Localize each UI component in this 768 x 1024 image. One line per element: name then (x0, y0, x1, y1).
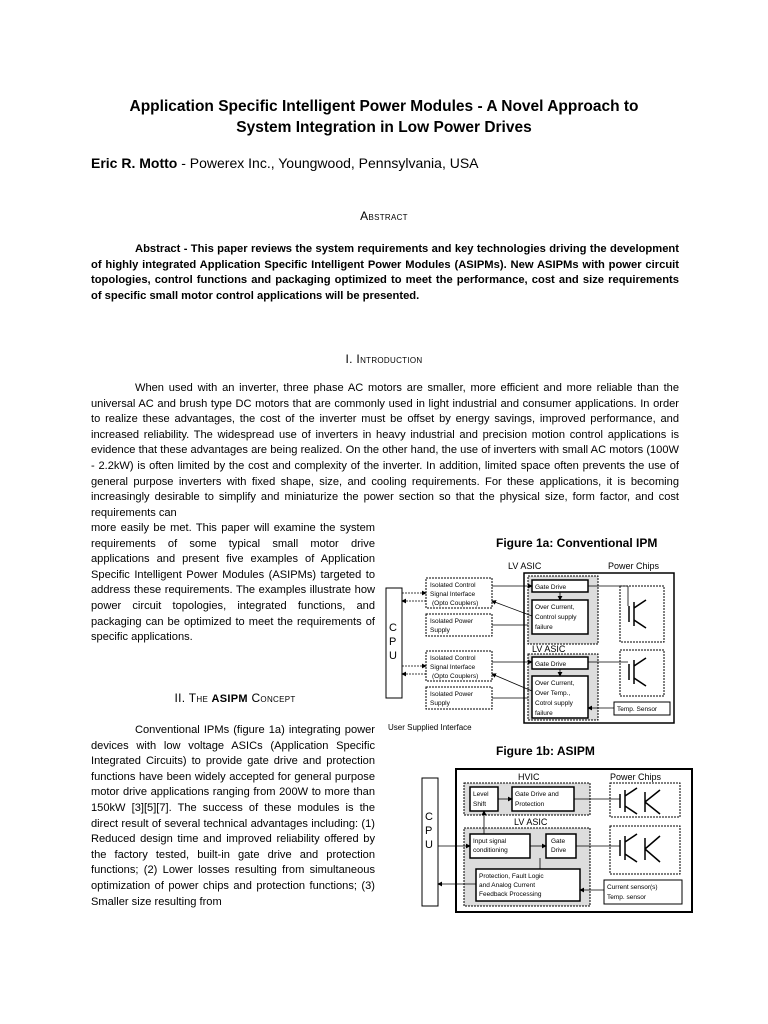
fig1b-cpu-u: U (425, 839, 433, 851)
svg-text:Isolated Power: Isolated Power (430, 618, 473, 625)
fig1b-hvic-label: HVIC (518, 772, 540, 782)
figure-1b-diagram (420, 766, 696, 916)
fig1a-user-interface-label: User Supplied Interface (388, 723, 472, 732)
svg-text:conditioning: conditioning (473, 847, 508, 854)
fig1a-power-chips-label: Power Chips (608, 561, 660, 571)
svg-text:Protection: Protection (515, 801, 545, 808)
svg-text:Signal Interface: Signal Interface (430, 591, 476, 598)
svg-text:Supply: Supply (430, 700, 450, 707)
svg-text:Input signal: Input signal (473, 838, 507, 845)
svg-text:(Opto Couplers): (Opto Couplers) (432, 673, 479, 680)
fig1a-cpu-c: C (389, 622, 397, 634)
svg-text:Control supply: Control supply (535, 614, 577, 621)
svg-text:Isolated Control: Isolated Control (430, 582, 476, 589)
svg-text:failure: failure (535, 624, 553, 631)
abstract-heading: Abstract (360, 209, 408, 223)
svg-text:Over Current,: Over Current, (535, 680, 575, 687)
svg-text:Gate Drive and: Gate Drive and (515, 791, 559, 798)
fig1a-power-chip-bottom (620, 650, 664, 696)
figure-1b-caption: Figure 1b: ASIPM (496, 744, 595, 758)
fig1a-cpu-u: U (389, 650, 397, 662)
fig1a-cpu-p: P (389, 636, 397, 648)
svg-text:Protection, Fault Logic: Protection, Fault Logic (479, 873, 544, 880)
fig1a-lv-asic-label-top: LV ASIC (508, 561, 542, 571)
svg-text:Current sensor(s): Current sensor(s) (607, 884, 658, 891)
paper-title (60, 96, 708, 138)
svg-text:and Analog Current: and Analog Current (479, 882, 536, 889)
svg-text:Cotrol supply: Cotrol supply (535, 700, 573, 707)
figure-1a-diagram (384, 556, 684, 736)
fig1b-cpu-p: P (425, 825, 433, 837)
fig1b-cpu-c: C (425, 811, 433, 823)
svg-text:Drive: Drive (551, 847, 567, 854)
svg-text:Temp. sensor: Temp. sensor (607, 894, 647, 901)
svg-text:Gate Drive: Gate Drive (535, 584, 567, 591)
svg-text:failure: failure (535, 710, 553, 717)
svg-text:Temp. Sensor: Temp. Sensor (617, 706, 658, 713)
svg-text:Isolated Control: Isolated Control (430, 655, 476, 662)
asipm-concept-heading: II. The ASIPM Concept (174, 691, 296, 705)
svg-text:Level: Level (473, 791, 489, 798)
svg-text:(Opto Couplers): (Opto Couplers) (432, 600, 479, 607)
introduction-paragraph: When used with an inverter, three phase AC motors are smaller, more efficient and more reliable than the universal AC and brush type DC motors that are commonly used in light industrial and consumer applications. In order to realize these advantages, the cost of the inverter must be offset by energy savings, improved performance, and increased reliability. The widespread use of inverters in heavy industrial and precision motion control applications is evidence that these advantages are being realized. On the other hand, the use of inverters with small AC motors (100W - 2.2kW) is often limited by the cost and complexity of the inverter. In addition, limited space often prevents the use of general purpose inverters with fixed shape, size, and cooling requirements. For these applications, it is becoming increasingly desirable to simplify and miniaturize the power section so that the physical size, form factor, and cost requirements can (91, 382, 679, 519)
fig1a-power-chip-top (620, 586, 664, 642)
author-affiliation: - Powerex Inc., Youngwood, Pennsylvania, USA (177, 155, 479, 171)
svg-text:Supply: Supply (430, 627, 450, 634)
svg-text:Over Temp.,: Over Temp., (535, 690, 571, 697)
title-line-2: System Integration in Low Power Drives (236, 119, 532, 136)
fig1b-lv-asic-label: LV ASIC (514, 817, 548, 827)
svg-text:Feedback Processing: Feedback Processing (479, 891, 542, 898)
svg-text:Gate: Gate (551, 838, 566, 845)
svg-text:Gate Drive: Gate Drive (535, 661, 567, 668)
fig1a-lv-asic-label-bottom: LV ASIC (532, 644, 566, 654)
svg-text:Signal Interface: Signal Interface (430, 664, 476, 671)
svg-text:Over Current,: Over Current, (535, 604, 575, 611)
svg-text:Isolated Power: Isolated Power (430, 691, 473, 698)
fig1b-power-chips-label: Power Chips (610, 772, 662, 782)
title-line-1: Application Specific Intelligent Power Modules - A Novel Approach to (129, 98, 639, 115)
asipm-concept-paragraph: Conventional IPMs (figure 1a) integrating power devices with low voltage ASICs (Application Specific Integrated Circuits) to provide gate drive and protection functions have been widely accepted for general purpose motor drive applications ranging from 200W to more than 150kW [3][5][7]. The success of these modules is the direct result of several technical advantages including: (1) Reduced design time and improved reliability offered by the factory tested, built-in gate drive and protection functions; (2) Lower losses resulting from simultaneous optimization of power chips and protection functions; (3) Smaller size resulting from (91, 724, 375, 908)
figure-1a-caption: Figure 1a: Conventional IPM (496, 536, 658, 550)
svg-text:Shift: Shift (473, 801, 487, 808)
abstract-text: Abstract - This paper reviews the system requirements and key technologies driving the development of highly integrated Application Specific Intelligent Power Modules (ASIPMs). New ASIPMs with power circuit topologies, control functions and packaging optimized to meet the performance, cost and size requirements of specific small motor control applications will be presented. (91, 243, 679, 302)
author-line (91, 155, 479, 171)
introduction-paragraph-continued: more easily be met. This paper will examine the system requirements of some typical small motor drive applications and present five examples of Application Specific Intelligent Power Modules (ASIPMs) targeted to address these requirements. The examples illustrate how power circuit topologies, integrated functions, and packaging can be optimized to meet the requirements of specific applications. (91, 522, 375, 644)
author-name: Eric R. Motto (91, 155, 178, 171)
introduction-heading: I. Introduction (345, 352, 423, 366)
